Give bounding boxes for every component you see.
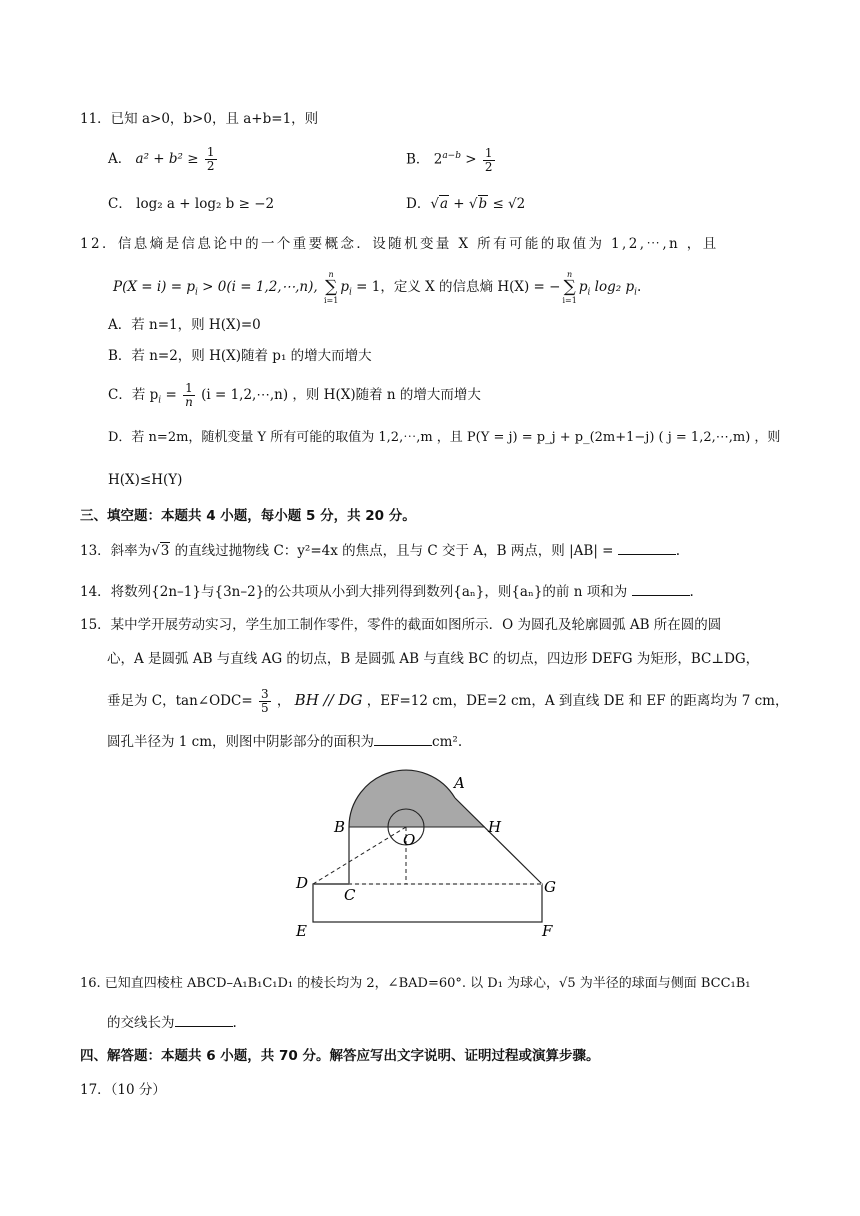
q12-prob-sub: i bbox=[194, 287, 198, 298]
fraction-numerator: 1 bbox=[185, 381, 193, 395]
q12-stem-line2 bbox=[113, 270, 641, 305]
sum-lower: i=1 bbox=[562, 296, 577, 305]
q12-option-c-eq: = bbox=[161, 387, 177, 403]
q15-line4-a: 圆孔半径为 1 cm，则图中阴影部分的面积为 bbox=[107, 734, 375, 750]
label-o: O bbox=[403, 831, 416, 849]
q13: 13．斜率为√3 的直线过抛物线 C：y²=4x 的焦点，且与 C 交于 A，B 两点，则 |AB| = . bbox=[80, 540, 680, 561]
q13-sqrt: 3 bbox=[160, 543, 170, 559]
q12-sum-symbol bbox=[324, 270, 338, 305]
q11-option-b-label: B． bbox=[406, 151, 430, 168]
sum-upper: n bbox=[567, 270, 573, 279]
q12-option-d-line2: H(X)≤H(Y) bbox=[108, 472, 183, 488]
q16-line1: 16. 已知直四棱柱 ABCD–A₁B₁C₁D₁ 的棱长均为 2，∠BAD=60°. 以 D₁ 为球心，√5 为半径的球面与侧面 BCC₁B₁ bbox=[80, 976, 751, 991]
q11-option-b-base: 2 bbox=[433, 151, 443, 168]
fraction-numerator: 1 bbox=[206, 145, 215, 159]
q15-line3 bbox=[107, 688, 788, 715]
q11-option-d-plus: + √ bbox=[449, 196, 478, 212]
fraction-denominator: 5 bbox=[260, 701, 269, 715]
q15-line3-b: ， bbox=[276, 693, 291, 709]
q16-line2 bbox=[107, 1012, 237, 1033]
q11-option-d-a: a bbox=[439, 196, 448, 212]
fraction-denominator: 2 bbox=[484, 159, 493, 174]
q11-option-d-tail: ≤ √2 bbox=[488, 196, 526, 212]
q11-option-d-sqrt-sign: √ bbox=[430, 196, 439, 212]
q12-option-a: A．若 n=1，则 H(X)=0 bbox=[108, 317, 261, 333]
q12-stem-line1: 12．信息熵是信息论中的一个重要概念．设随机变量 X 所有可能的取值为 1,2,⋯,n ，且 bbox=[80, 236, 719, 252]
label-h: H bbox=[488, 818, 502, 836]
q14 bbox=[80, 581, 694, 602]
fraction-numerator: 3 bbox=[260, 687, 269, 701]
q14-answer-blank[interactable] bbox=[632, 581, 690, 596]
label-c: C bbox=[344, 886, 356, 904]
fraction-denominator: 2 bbox=[206, 159, 215, 173]
sum-lower: i=1 bbox=[323, 296, 339, 305]
q12-sum-eq: = 1 bbox=[351, 279, 381, 295]
q16-answer-blank[interactable] bbox=[175, 1012, 233, 1027]
q15-part-figure bbox=[280, 760, 580, 945]
q14-text: 14．将数列{2n–1}与{3n–2}的公共项从小到大排列得到数列{aₙ}，则{aₙ}的前 n 项和为 bbox=[80, 584, 628, 600]
q16-line2-a: 的交线长为 bbox=[107, 1015, 175, 1031]
q15-tan-fraction bbox=[259, 688, 271, 715]
label-b: B bbox=[334, 818, 346, 836]
q11-option-b-fraction bbox=[483, 147, 495, 174]
line-do-dashed bbox=[313, 827, 406, 884]
q12-prob-def: P(X = i) = p bbox=[113, 279, 195, 295]
line-ag bbox=[455, 798, 542, 884]
sum-sigma: ∑ bbox=[325, 277, 338, 297]
q15-line3-a: 垂足为 C，tan∠ODC= bbox=[107, 693, 253, 709]
q13-end: . bbox=[675, 543, 681, 559]
q17-header: 17．（10 分） bbox=[80, 1082, 166, 1098]
q16-line2-b: . bbox=[232, 1015, 237, 1031]
q12-option-b: B．若 n=2，则 H(X)随着 p₁ 的增大而增大 bbox=[108, 348, 372, 364]
q12-sum-term: p bbox=[340, 279, 349, 295]
q12-option-d-line1: D．若 n=2m，随机变量 Y 所有可能的取值为 1,2,⋯,m ，且 P(Y = j) = p_j + p_(2m+1−j) ( j = 1,2,⋯,m) ，则 bbox=[108, 430, 781, 445]
q12-option-c-sub: i bbox=[158, 395, 162, 406]
fraction-denominator: n bbox=[185, 395, 193, 409]
q11-option-c-expr: log₂ a + log₂ b ≥ −2 bbox=[136, 196, 275, 212]
q12-option-c-post: (i = 1,2,⋯,n) ，则 H(X)随着 n 的增大而增大 bbox=[201, 387, 481, 403]
fraction-numerator: 1 bbox=[484, 145, 493, 160]
sum-sigma: ∑ bbox=[563, 277, 576, 297]
q11-option-a-expr: a² + b² ≥ bbox=[135, 151, 199, 167]
section-3-heading: 三、填空题：本题共 4 小题，每小题 5 分，共 20 分。 bbox=[80, 508, 416, 524]
q11-stem: 11．已知 a>0，b>0，且 a+b=1，则 bbox=[80, 111, 319, 127]
q11-option-b-exponent: a−b bbox=[442, 151, 461, 161]
label-f: F bbox=[542, 922, 553, 940]
section-4-heading: 四、解答题：本题共 6 小题，共 70 分。解答应写出文字说明、证明过程或演算步骤。 bbox=[80, 1048, 600, 1064]
q13-pre: 13．斜率为 bbox=[80, 543, 152, 559]
label-g: G bbox=[544, 878, 556, 896]
q15-line1: 15．某中学开展劳动实习，学生加工制作零件，零件的截面如图所示．O 为圆孔及轮廓圆弧 AB 所在圆的圆 bbox=[80, 617, 722, 633]
q11-option-d-label: D． bbox=[406, 196, 431, 212]
q12-entropy-def: ，定义 X 的信息熵 H(X) = − bbox=[380, 279, 561, 295]
q13-answer-blank[interactable] bbox=[618, 540, 676, 555]
q12-entropy-log: log₂ p bbox=[590, 279, 635, 295]
label-a: A bbox=[454, 774, 465, 792]
q12-option-c-fraction bbox=[183, 382, 195, 409]
q12-entropy-end: . bbox=[636, 279, 642, 295]
q14-end: . bbox=[689, 584, 694, 600]
q11-option-c bbox=[108, 194, 274, 214]
q12-option-c bbox=[108, 382, 481, 411]
label-d: D bbox=[296, 874, 309, 892]
q12-sum-symbol-2 bbox=[562, 270, 576, 305]
q15-line4-b: cm². bbox=[432, 734, 463, 750]
q15-line4 bbox=[107, 731, 462, 752]
q11-option-d bbox=[406, 194, 525, 214]
shaded-region-right bbox=[406, 770, 485, 827]
q12-option-c-pre: C．若 p bbox=[108, 387, 159, 403]
q13-post: 的直线过抛物线 C：y²=4x 的焦点，且与 C 交于 A，B 两点，则 |AB| = bbox=[170, 543, 614, 559]
q12-entropy-p-sub: i bbox=[587, 287, 591, 298]
q11-option-a bbox=[108, 146, 219, 173]
q11-option-a-fraction bbox=[205, 146, 217, 173]
q12-prob-cond: > 0(i = 1,2,⋯,n), bbox=[197, 279, 318, 295]
q11-option-b-gt: > bbox=[465, 151, 477, 168]
q15-bh-parallel: BH // DG bbox=[294, 691, 363, 709]
q15-answer-blank[interactable] bbox=[374, 731, 432, 746]
q11-option-c-label: C． bbox=[108, 196, 132, 212]
q15-line3-c: ，EF=12 cm，DE=2 cm，A 到直线 DE 和 EF 的距离均为 7 cm， bbox=[366, 693, 789, 709]
q11-option-d-b: b bbox=[478, 196, 488, 212]
label-e: E bbox=[296, 922, 307, 940]
q12-sum-term-sub: i bbox=[348, 287, 352, 298]
q12-entropy-p: p bbox=[578, 279, 588, 295]
q12-entropy-log-sub: i bbox=[634, 287, 637, 298]
q11-option-a-label: A． bbox=[108, 151, 132, 167]
q11-option-b bbox=[406, 146, 497, 174]
sum-upper: n bbox=[328, 270, 334, 279]
q15-line2: 心，A 是圆弧 AB 与直线 AG 的切点，B 是圆弧 AB 与直线 BC 的切点，四边形 DEFG 为矩形，BC⊥DG， bbox=[107, 651, 760, 667]
